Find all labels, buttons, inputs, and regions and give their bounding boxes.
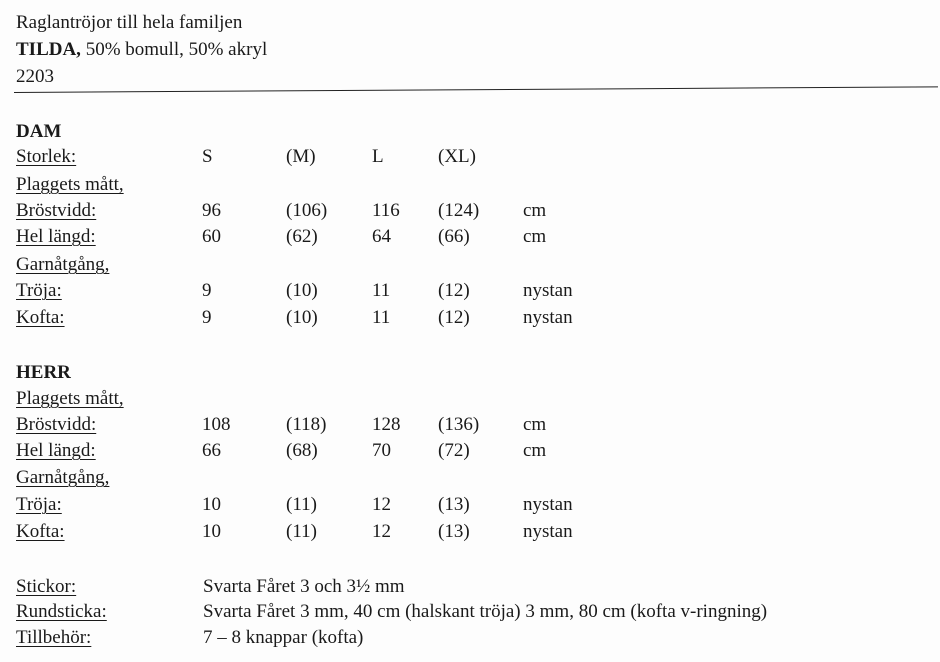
materials-needles-row — [0, 576, 940, 602]
row-label: Hel längd: — [16, 440, 96, 461]
value-s: 96 — [202, 200, 221, 221]
value-s: 108 — [202, 414, 231, 435]
dam-chest-row — [0, 200, 940, 226]
value-m: (62) — [286, 226, 318, 247]
row-value: Svarta Fåret 3 mm, 40 cm (halskant tröja) 3 mm, 80 cm (kofta v-ringning) — [203, 601, 768, 622]
value-m: (10) — [286, 280, 318, 301]
yarn-name: TILDA, — [16, 39, 81, 60]
dam-cardigan-row — [0, 307, 940, 333]
size-m: (M) — [286, 146, 316, 167]
value-m: (10) — [286, 307, 318, 328]
value-xl: (12) — [438, 307, 470, 328]
value-m: (68) — [286, 440, 318, 461]
row-label: Storlek: — [16, 146, 77, 167]
yarn-composition: 50% bomull, 50% akryl — [85, 39, 268, 60]
row-label: Plaggets mått, — [16, 174, 124, 195]
dam-size-row — [0, 146, 940, 172]
section-title-dam: DAM — [16, 121, 62, 142]
value-xl: (66) — [438, 226, 470, 247]
dam-length-row — [0, 226, 940, 252]
value-m: (118) — [286, 414, 327, 435]
unit: nystan — [523, 521, 573, 542]
row-label: Rundsticka: — [16, 601, 107, 622]
row-label: Garnåtgång, — [16, 467, 110, 488]
value-l: 128 — [372, 414, 401, 435]
value-xl: (136) — [438, 414, 480, 435]
header-yarn-line — [16, 39, 267, 61]
row-label: Tröja: — [16, 280, 62, 301]
value-xl: (13) — [438, 494, 470, 515]
row-label: Garnåtgång, — [16, 254, 110, 275]
unit: cm — [523, 200, 547, 221]
herr-cardigan-row — [0, 521, 940, 547]
unit: cm — [523, 414, 547, 435]
size-s: S — [202, 146, 213, 167]
value-l: 12 — [372, 521, 391, 542]
value-m: (11) — [286, 521, 317, 542]
value-l: 11 — [372, 280, 391, 301]
row-label: Tillbehör: — [16, 627, 92, 648]
row-label: Bröstvidd: — [16, 414, 97, 435]
row-label: Bröstvidd: — [16, 200, 97, 221]
materials-accessories-row — [0, 627, 940, 653]
value-m: (106) — [286, 200, 328, 221]
herr-measure-heading — [0, 388, 940, 414]
row-label: Plaggets mått, — [16, 388, 124, 409]
unit: cm — [523, 226, 547, 247]
value-l: 11 — [372, 307, 391, 328]
dam-yarn-heading — [0, 254, 940, 280]
row-label: Hel längd: — [16, 226, 96, 247]
value-s: 60 — [202, 226, 221, 247]
row-label: Kofta: — [16, 521, 65, 542]
row-label: Kofta: — [16, 307, 65, 328]
value-l: 12 — [372, 494, 391, 515]
header-subtitle: Raglantröjor till hela familjen — [16, 12, 243, 33]
herr-yarn-heading — [0, 467, 940, 493]
materials-circular-row — [0, 601, 940, 627]
value-l: 116 — [372, 200, 400, 221]
value-s: 10 — [202, 494, 221, 515]
value-xl: (12) — [438, 280, 470, 301]
dam-measure-heading — [0, 174, 940, 200]
value-xl: (124) — [438, 200, 480, 221]
pattern-number: 2203 — [16, 66, 54, 87]
herr-sweater-row — [0, 494, 940, 520]
dam-sweater-row — [0, 280, 940, 306]
row-label: Stickor: — [16, 576, 77, 597]
section-title-herr: HERR — [16, 362, 71, 383]
unit: nystan — [523, 494, 573, 515]
row-value: 7 – 8 knappar (kofta) — [203, 627, 364, 648]
value-s: 10 — [202, 521, 221, 542]
value-m: (11) — [286, 494, 317, 515]
value-xl: (13) — [438, 521, 470, 542]
value-xl: (72) — [438, 440, 470, 461]
row-label: Tröja: — [16, 494, 62, 515]
size-l: L — [372, 146, 384, 167]
value-s: 66 — [202, 440, 221, 461]
herr-length-row — [0, 440, 940, 466]
unit: cm — [523, 440, 547, 461]
value-l: 70 — [372, 440, 391, 461]
size-xl: (XL) — [438, 146, 476, 167]
unit: nystan — [523, 307, 573, 328]
row-value: Svarta Fåret 3 och 3½ mm — [203, 576, 405, 597]
unit: nystan — [523, 280, 573, 301]
herr-chest-row — [0, 414, 940, 440]
header-divider — [14, 86, 938, 93]
value-l: 64 — [372, 226, 391, 247]
value-s: 9 — [202, 307, 212, 328]
value-s: 9 — [202, 280, 212, 301]
